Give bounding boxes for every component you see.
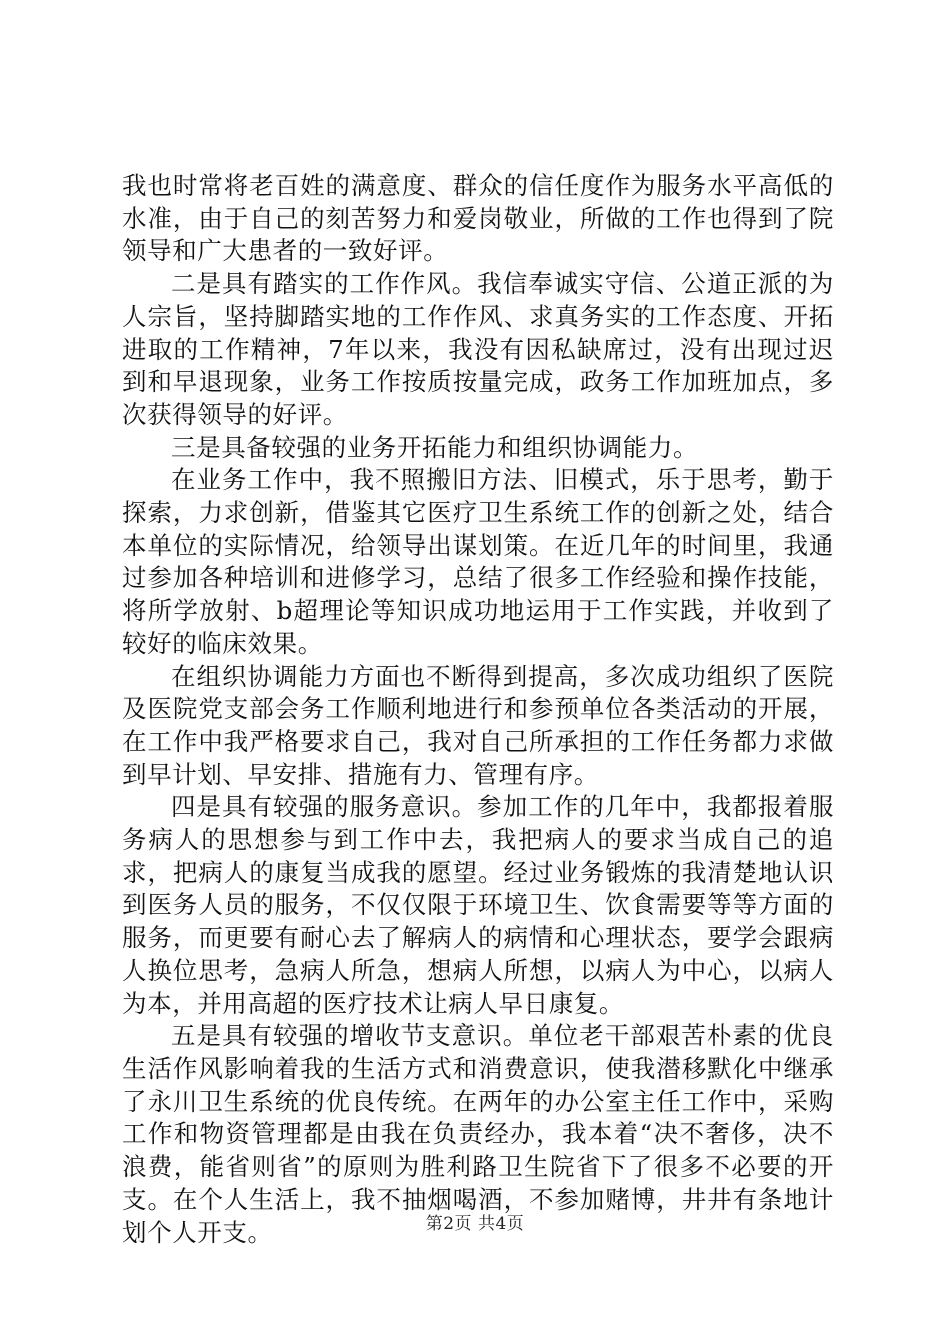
paragraph-service-awareness: 四是具有较强的服务意识。参加工作的几年中，我都报着服务病人的思想参与到工作中去，我把病人的要求当成自己的追求，把病人的康复当成我的愿望。经过业务锻炼的我清楚地认识到医务人员的服务，不仅仅限于环境卫生、饮食需要等等方面的服务，而更要有耐心去了解病人的病情和心理状态，要学会跟病人换位思考，急病人所急，想病人所想，以病人为中心，以病人为本，并用高超的医疗技术让病人早日康复。 [122, 792, 834, 1018]
paragraph-coordination: 在组织协调能力方面也不断得到提高，多次成功组织了医院及医院党支部会务工作顺利地进行和参预单位各类活动的开展，在工作中我严格要求自己，我对自己所承担的工作任务都力求做到早计划、早安排、措施有力、管理有序。 [122, 661, 834, 789]
page-number-footer: 第2页 共4页 [425, 1214, 525, 1234]
paragraph-work-style: 二是具有踏实的工作作风。我信奉诚实守信、公道正派的为人宗旨，坚持脚踏实地的工作作风、求真务实的工作态度、开拓进取的工作精神，7年以来，我没有因私缺席过，没有出现过迟到和早退现象，业务工作按质按量完成，政务工作加班加点，多次获得领导的好评。 [122, 269, 834, 429]
paragraph-business-work: 在业务工作中，我不照搬旧方法、旧模式，乐于思考，勤于探索，力求创新，借鉴其它医疗卫生系统工作的创新之处，结合本单位的实际情况，给领导出谋划策。在近几年的时间里，我通过参加各种培训和进修学习，总结了很多工作经验和操作技能，将所学放射、b超理论等知识成功地运用于工作实践，并收到了较好的临床效果。 [122, 465, 834, 658]
paragraph-continuation: 我也时常将老百姓的满意度、群众的信任度作为服务水平高低的水准，由于自己的刻苦努力和爱岗敬业，所做的工作也得到了院领导和广大患者的一致好评。 [122, 171, 834, 266]
paragraph-ability-heading: 三是具备较强的业务开拓能力和组织协调能力。 [171, 432, 699, 462]
paragraph-cost-saving: 五是具有较强的增收节支意识。单位老干部艰苦朴素的优良生活作风影响着我的生活方式和消费意识，使我潜移默化中继承了永川卫生系统的优良传统。在两年的办公室主任工作中，采购工作和物资管理都是由我在负责经办，我本着“决不奢侈，决不浪费，能省则省”的原则为胜利路卫生院省下了很多不必要的开支。在个人生活上，我不抽烟喝酒，不参加赌博，井井有条地计划个人开支。 [122, 1021, 834, 1247]
document-body [122, 170, 834, 1249]
